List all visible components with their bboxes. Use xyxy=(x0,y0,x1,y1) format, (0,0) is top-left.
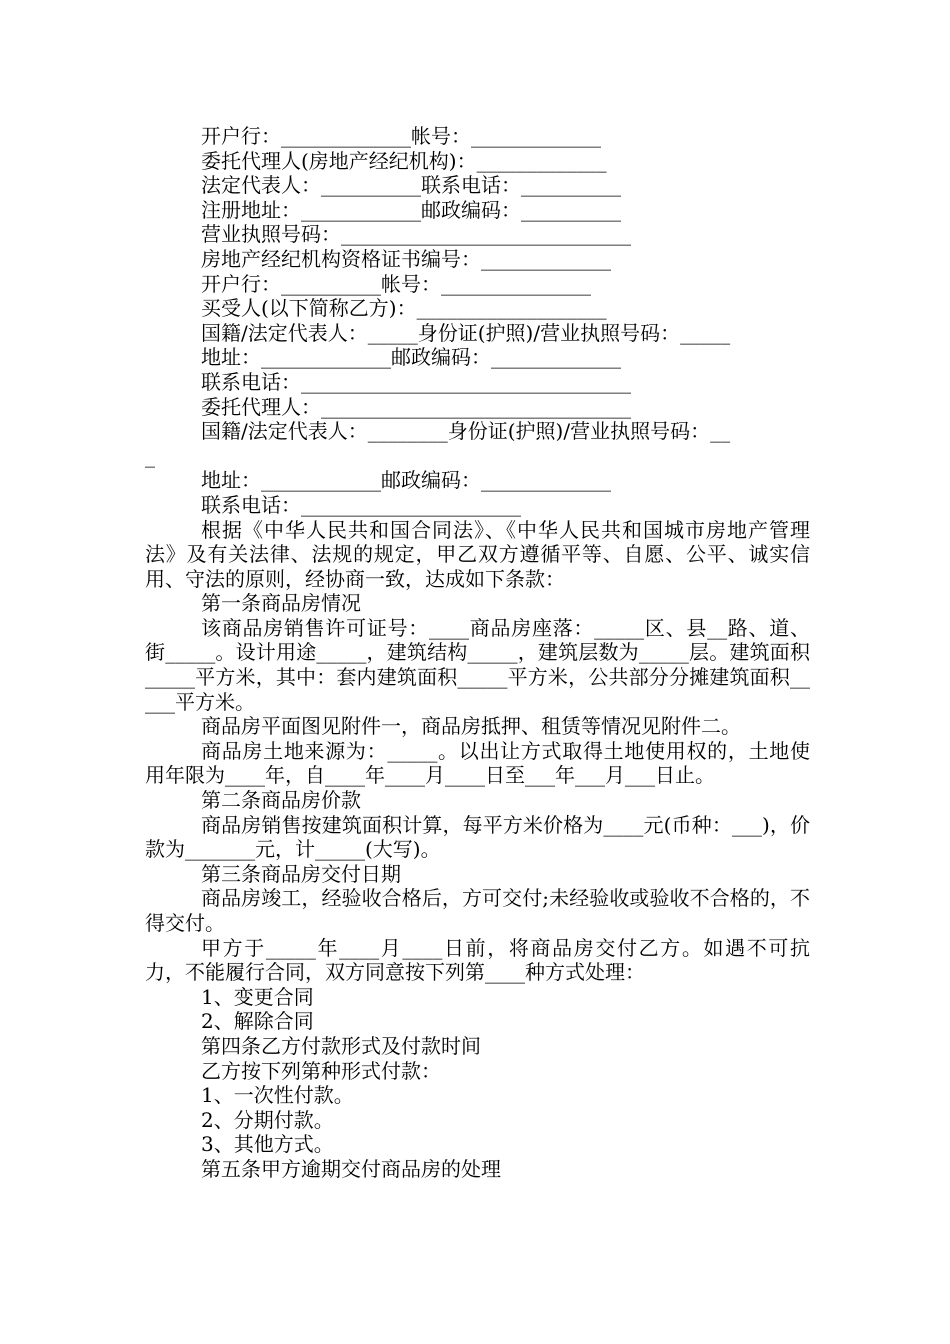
preamble-paragraph: 根据《中华人民共和国合同法》、《中华人民共和国城市房地产管理法》及有关法律、法规的规定，甲乙双方遵循平等、自愿、公平、诚实信用、守法的原则，经协商一致，达成如下条款： xyxy=(145,517,810,591)
field-line: 营业执照号码：_____________________________ xyxy=(201,222,631,247)
field-line: 买受人(以下简称乙方)：___________________ xyxy=(201,296,607,321)
list-item: 3、其他方式。 xyxy=(201,1132,334,1157)
article-heading: 第一条商品房情况 xyxy=(201,591,361,616)
article-heading: 第二条商品房价款 xyxy=(201,788,361,813)
field-line: 地址：_____________邮政编码：_____________ xyxy=(201,345,621,370)
field-line: 联系电话：______________________ xyxy=(201,492,521,517)
article-paragraph: 商品房平面图见附件一，商品房抵押、租赁等情况见附件二。 xyxy=(201,714,741,739)
field-line: 国籍/法定代表人：________身份证(护照)/营业执照号码：__ xyxy=(201,419,731,444)
field-line: 开户行：__________帐号：_______________ xyxy=(201,271,591,296)
article-heading: 第五条甲方逾期交付商品房的处理 xyxy=(201,1156,501,1181)
field-line: 国籍/法定代表人：_____身份证(护照)/营业执照号码：_____ xyxy=(201,320,731,345)
article-paragraph: 商品房销售按建筑面积计算，每平方米价格为____元(币种：___)，价款为_______元，计_____(大写)。 xyxy=(145,812,810,862)
list-item: 1、一次性付款。 xyxy=(201,1083,354,1108)
article-paragraph: 商品房土地来源为：_____。以出让方式取得土地使用权的，土地使用年限为____年，自____年____月____日至___年___月___日止。 xyxy=(145,738,810,788)
field-line: 房地产经纪机构资格证书编号：_____________ xyxy=(201,246,611,271)
field-line: 注册地址：____________邮政编码：__________ xyxy=(201,197,621,222)
article-paragraph: 该商品房销售许可证号：____商品房座落：_____区、县__路、道、街_____。设计用途_____，建筑结构_____，建筑层数为_____层。建筑面积_____平方米，其中：套内建筑面积_____平方米，公共部分分摊建筑面积_____平方米。 xyxy=(145,615,810,714)
field-line: 委托代理人(房地产经纪机构)：_____________ xyxy=(201,148,607,173)
field-line: 地址：____________邮政编码：_____________ xyxy=(201,468,611,493)
wrapped-underscore: _ xyxy=(145,443,155,468)
contract-body xyxy=(145,124,810,1182)
field-line: 法定代表人：__________联系电话：__________ xyxy=(201,173,621,198)
article-heading: 第三条商品房交付日期 xyxy=(201,861,401,886)
field-line: 联系电话：_________________________________ xyxy=(201,369,631,394)
list-item: 1、变更合同 xyxy=(201,984,314,1009)
field-line: 委托代理人：_______________________________ xyxy=(201,394,631,419)
list-item: 2、解除合同 xyxy=(201,1009,314,1034)
list-item: 2、分期付款。 xyxy=(201,1107,334,1132)
article-heading: 第四条乙方付款形式及付款时间 xyxy=(201,1033,481,1058)
field-line: 开户行：_____________帐号：_____________ xyxy=(201,124,601,148)
article-paragraph: 商品房竣工，经验收合格后，方可交付;未经验收或验收不合格的，不得交付。 xyxy=(145,886,810,935)
article-paragraph: 乙方按下列第种形式付款： xyxy=(201,1058,441,1083)
article-paragraph: 甲方于_____年____月____日前，将商品房交付乙方。如遇不可抗力，不能履行合同，双方同意按下列第____种方式处理： xyxy=(145,935,810,985)
